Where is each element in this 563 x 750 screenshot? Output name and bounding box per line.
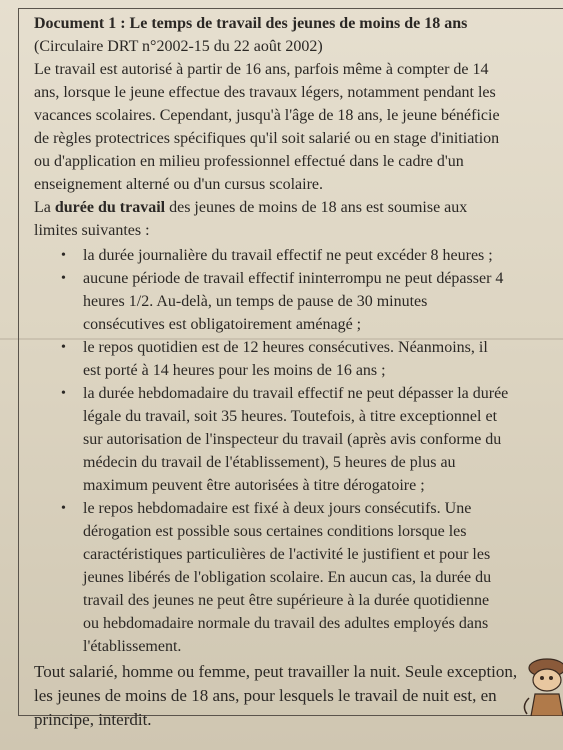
intro-line: de règles protectrices spécifiques qu'il soit salarié ou en stage d'initiation: [34, 130, 500, 147]
intro-line: enseignement alterné ou d'un cursus scolaire.: [34, 176, 324, 193]
closing-line: les jeunes de moins de 18 ans, pour lesquels le travail de nuit est, en: [34, 686, 497, 705]
list-item-line: légale du travail, soit 35 heures. Toutefois, à titre exceptionnel et: [83, 408, 498, 425]
bullet-icon: •: [61, 271, 66, 286]
list-item-line: aucune période de travail effectif ininterrompu ne peut dépasser 4: [83, 270, 504, 287]
document-reference: (Circulaire DRT n°2002-15 du 22 août 2002): [34, 38, 323, 55]
intro-line: ou d'application en milieu professionnel effectué dans le cadre d'un: [34, 153, 464, 170]
list-item-line: jeunes libérés de l'obligation scolaire. En aucun cas, la durée du: [83, 569, 492, 586]
list-item-line: sur autorisation de l'inspecteur du travail (après avis conforme du: [83, 431, 502, 448]
document-body: [34, 12, 563, 732]
intro-line: vacances scolaires. Cependant, jusqu'à l'âge de 18 ans, le jeune bénéficie: [34, 107, 500, 124]
limits-bold-term: durée du travail: [54, 199, 166, 216]
list-item-line: ou hebdomadaire normale du travail des adultes employés dans: [83, 615, 489, 632]
bullet-icon: •: [61, 501, 66, 516]
rules-list: [34, 244, 563, 658]
intro-line: ans, lorsque le jeune effectue des travaux légers, notamment pendant les: [34, 84, 496, 101]
list-item-line: consécutives est obligatoirement aménagé ;: [83, 316, 362, 333]
intro-paragraph: [34, 58, 563, 196]
limits-line2: limites suivantes :: [34, 222, 150, 239]
list-item-line: la durée journalière du travail effectif ne peut excéder 8 heures ;: [83, 247, 493, 264]
intro-line: Le travail est autorisé à partir de 16 ans, parfois même à compter de 14: [34, 61, 489, 78]
list-item-line: heures 1/2. Au-delà, un temps de pause de 30 minutes: [83, 293, 428, 310]
list-item-line: l'établissement.: [83, 638, 182, 655]
list-item-line: caractéristiques particulières de l'activité le justifient et pour les: [83, 546, 491, 563]
bullet-icon: •: [61, 248, 66, 263]
list-item: [34, 336, 563, 382]
bullet-icon: •: [61, 386, 66, 401]
list-item-line: maximum peuvent être autorisées à titre dérogatoire ;: [83, 477, 425, 494]
list-item: [34, 267, 563, 336]
bullet-icon: •: [61, 340, 66, 355]
document-title: Document 1 : Le temps de travail des jeunes de moins de 18 ans: [34, 15, 468, 32]
limits-rest: des jeunes de moins de 18 ans est soumise aux: [165, 199, 468, 216]
closing-line: Tout salarié, homme ou femme, peut travailler la nuit. Seule exception,: [34, 662, 518, 681]
list-item-line: dérogation est possible sous certaines conditions lorsque les: [83, 523, 467, 540]
list-item-line: travail des jeunes ne peut être supérieure à la durée quotidienne: [83, 592, 490, 609]
list-item: [34, 382, 563, 497]
list-item: [34, 497, 563, 658]
limits-lead: La: [34, 199, 51, 216]
closing-paragraph: [34, 660, 563, 732]
cartoon-character-icon: [517, 654, 563, 716]
list-item-line: le repos hebdomadaire est fixé à deux jours consécutifs. Une: [83, 500, 472, 517]
list-item-line: la durée hebdomadaire du travail effectif ne peut dépasser la durée: [83, 385, 509, 402]
list-item: [34, 244, 563, 267]
closing-line: principe, interdit.: [34, 710, 152, 729]
list-item-line: est porté à 14 heures pour les moins de 16 ans ;: [83, 362, 386, 379]
list-item-line: médecin du travail de l'établissement), 5 heures de plus au: [83, 454, 456, 471]
list-item-line: le repos quotidien est de 12 heures consécutives. Néanmoins, il: [83, 339, 488, 356]
limits-heading: [34, 196, 563, 242]
